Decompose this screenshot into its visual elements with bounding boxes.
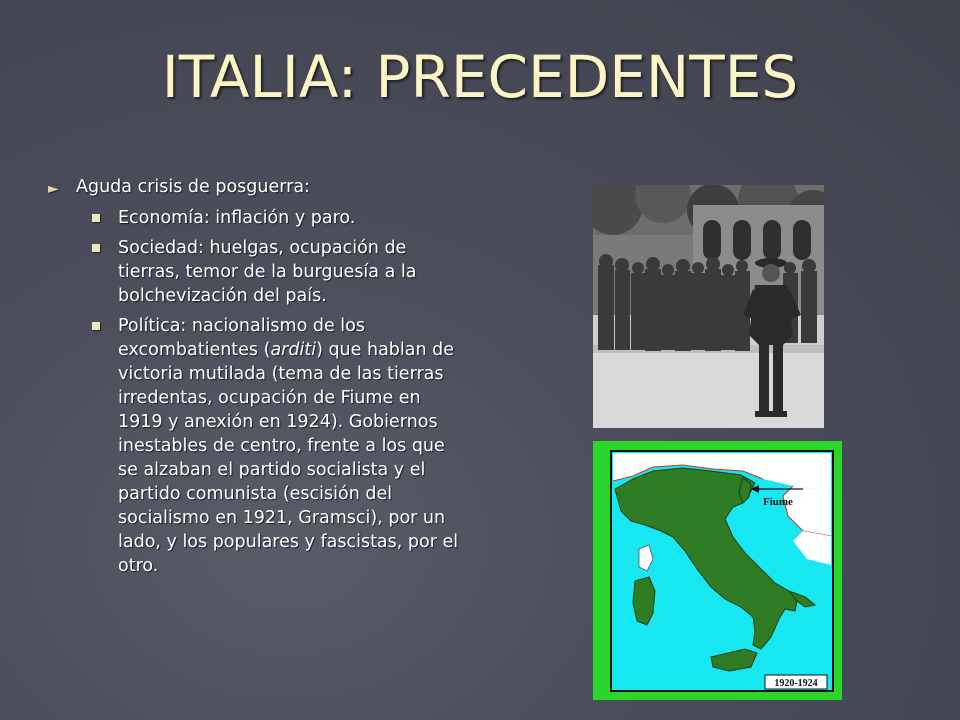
- sub-bullet-text: Sociedad: huelgas, ocupación de tierras, temor de la burguesía a la bolchevización del país.: [118, 238, 417, 306]
- sub-bullet-text-start: Política: nacionalismo de los excombatientes (: [118, 316, 365, 360]
- sub-bullet-sociedad: [48, 236, 468, 308]
- slide-content: [48, 176, 468, 584]
- map-fiume-label: Fiume: [763, 496, 793, 508]
- square-bullet-icon: [92, 214, 100, 222]
- main-bullet-text: Aguda crisis de posguerra:: [76, 177, 310, 197]
- sub-bullet-text-end: ) que hablan de victoria mutilada (tema de las tierras irredentas, ocupación de Fiume en 1919 y anexión en 1924). Gobiernos inestables de centro, frente a los que se alzaban el partido socialista y el partido comunista (escisión del socialismo en 1921, Gramsci), por un lado, y los populares y fascistas, por el otro.: [118, 340, 459, 576]
- sub-bullet-text: Economía: inflación y paro.: [118, 208, 356, 228]
- sub-bullet-text-italic: arditi: [270, 340, 317, 360]
- historical-photo: [593, 185, 824, 428]
- slide-title: ITALIA: PRECEDENTES: [161, 43, 799, 111]
- square-bullet-icon: [92, 244, 100, 252]
- square-bullet-icon: [92, 322, 100, 330]
- italy-map: [593, 441, 842, 700]
- sub-bullet-economia: [48, 206, 468, 230]
- main-bullet: [48, 176, 468, 198]
- map-years-label: 1920-1924: [774, 678, 818, 689]
- sub-bullet-list: [48, 206, 468, 578]
- sub-bullet-politica: [48, 314, 468, 578]
- triangle-arrow-icon: ►: [48, 181, 59, 197]
